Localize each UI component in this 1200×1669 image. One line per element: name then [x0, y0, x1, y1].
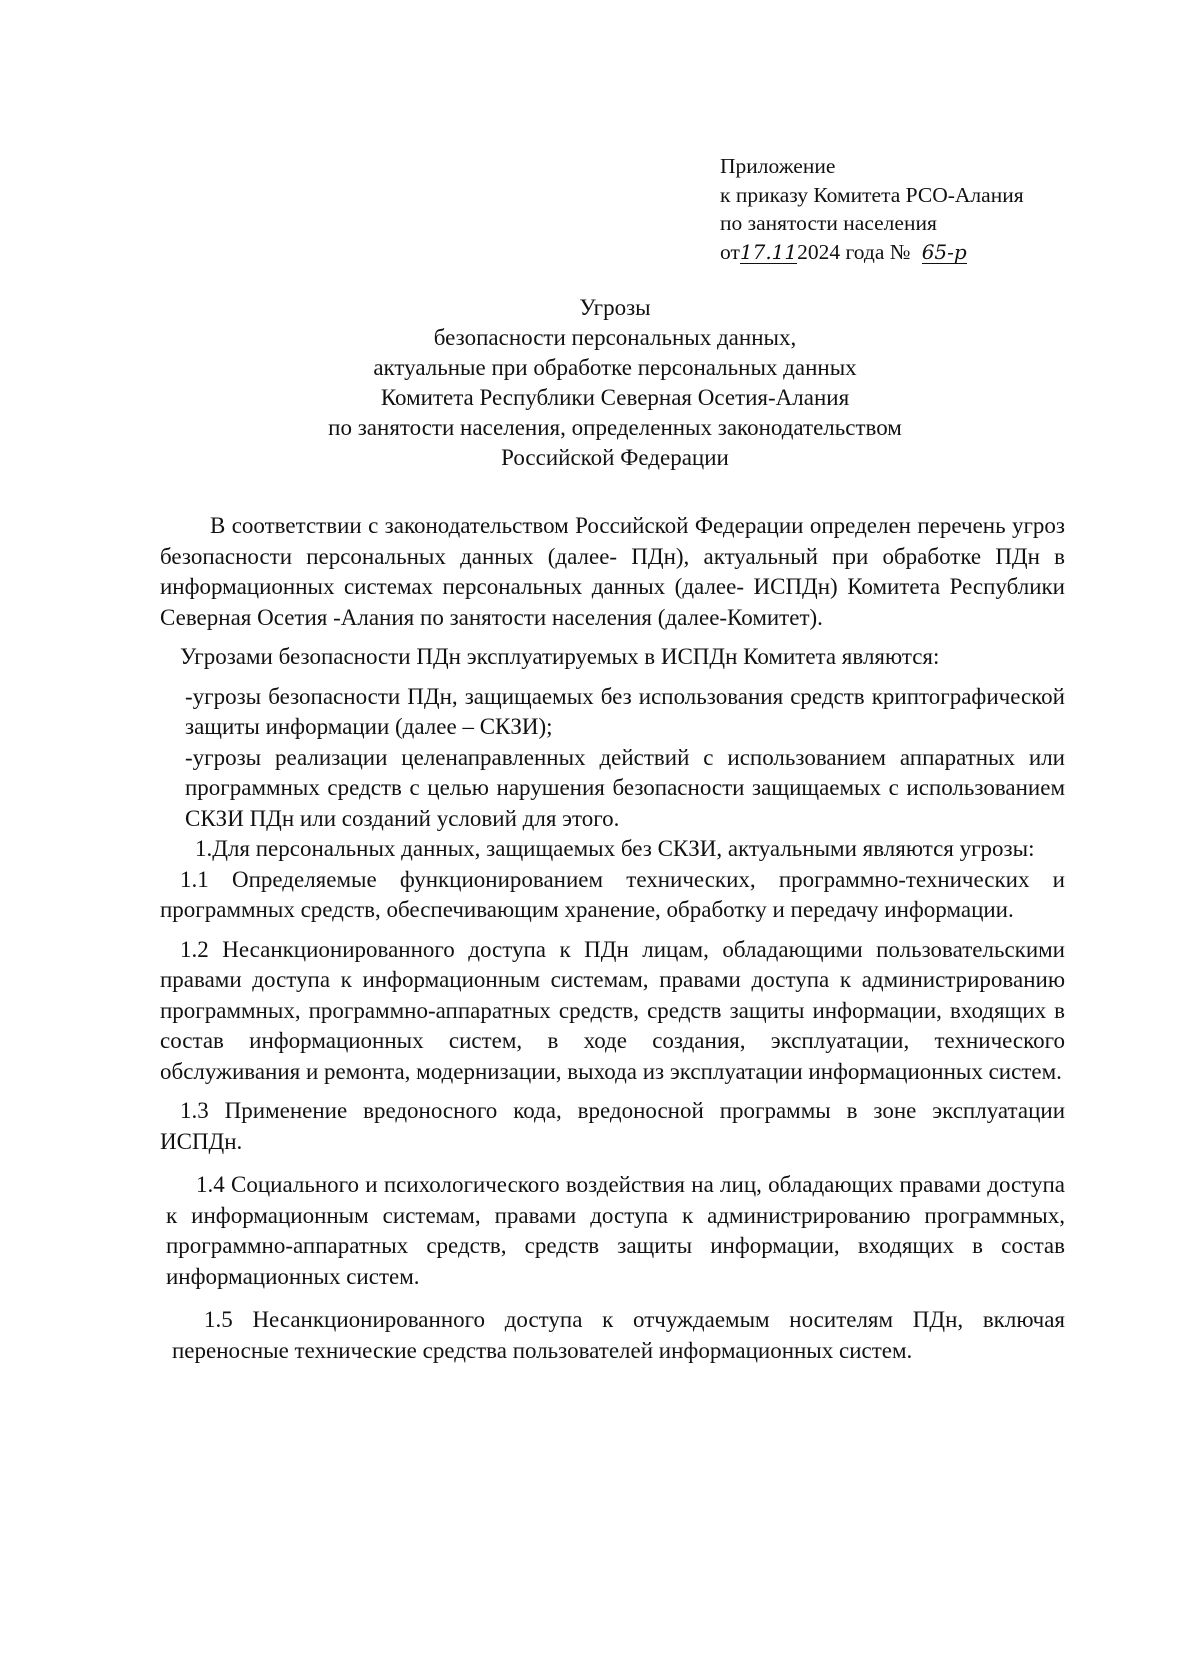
appendix-order-ref: к приказу Комитета РСО-Алания	[720, 182, 1024, 207]
item-1: 1.Для персональных данных, защищаемых без СКЗИ, актуальными являются угрозы:	[195, 836, 1035, 861]
item-1-5: 1.5 Несанкционированного доступа к отчуждаемым носителям ПДн, включая переносные технические средства пользователей информационных систем.	[172, 1307, 1065, 1363]
threat-item-a: -угрозы безопасности ПДн, защищаемых без использования средств криптографической защиты информации (далее – СКЗИ);	[185, 683, 1065, 739]
document-body	[160, 511, 1065, 1366]
item-1-2: 1.2 Несанкционированного доступа к ПДн лицам, обладающими пользовательскими правами доступа к информационным системам, правами доступа к администрированию программных, программно-аппаратных средств, средств защиты информации, входящих в состав информационных систем, в ходе создания, эксплуатации, технического обслуживания и ремонта, модернизации, выхода из эксплуатации информационных систем.	[160, 936, 1065, 1084]
threats-intro-paragraph: Угрозами безопасности ПДн эксплуатируемых в ИСПДн Комитета являются:	[180, 644, 940, 669]
date-prefix: от	[720, 239, 740, 264]
appendix-label: Приложение	[720, 154, 836, 178]
item-1-4: 1.4 Социального и психологического воздействия на лиц, обладающих правами доступа к информационным системам, правами доступа к администрированию программных, программно-аппаратных средств, средств защиты информации, входящих в состав информационных систем.	[166, 1172, 1065, 1289]
date-day-month: 17.11	[739, 239, 798, 264]
order-number: 65-р	[921, 239, 967, 264]
threat-item-b: -угрозы реализации целенаправленных действий с использованием аппаратных или программных средств с целью нарушения безопасности защищаемых с использованием СКЗИ ПДн или созданий условий для этого.	[185, 744, 1065, 831]
title-line-1: Угрозы	[579, 295, 651, 320]
title-line-2: безопасности персональных данных,	[433, 325, 797, 350]
item-1-3: 1.3 Применение вредоносного кода, вредоносной программы в зоне эксплуатации ИСПДн.	[160, 1098, 1065, 1154]
document-title	[200, 293, 1030, 473]
appendix-committee: по занятости населения	[720, 211, 937, 235]
title-line-3: актуальные при обработке персональных данных	[373, 355, 857, 380]
date-year: 2024 года №	[797, 239, 911, 264]
appendix-block	[720, 152, 1120, 266]
item-1-1: 1.1 Определяемые функционированием технических, программно-технических и программных средств, обеспечивающим хранение, обработку и передачу информации.	[160, 866, 1065, 922]
title-line-6: Российской Федерации	[501, 445, 729, 470]
title-line-4: Комитета Республики Северная Осетия-Алания	[380, 385, 850, 410]
appendix-date-line	[720, 238, 1120, 267]
intro-paragraph: В соответствии с законодательством Российской Федерации определен перечень угроз безопасности персональных данных (далее- ПДн), актуальный при обработке ПДн в информационных системах персональных данных (далее- ИСПДн) Комитета Республики Северная Осетия -Алания по занятости населения (далее-Комитет).	[160, 513, 1065, 630]
title-line-5: по занятости населения, определенных законодательством	[328, 415, 902, 440]
